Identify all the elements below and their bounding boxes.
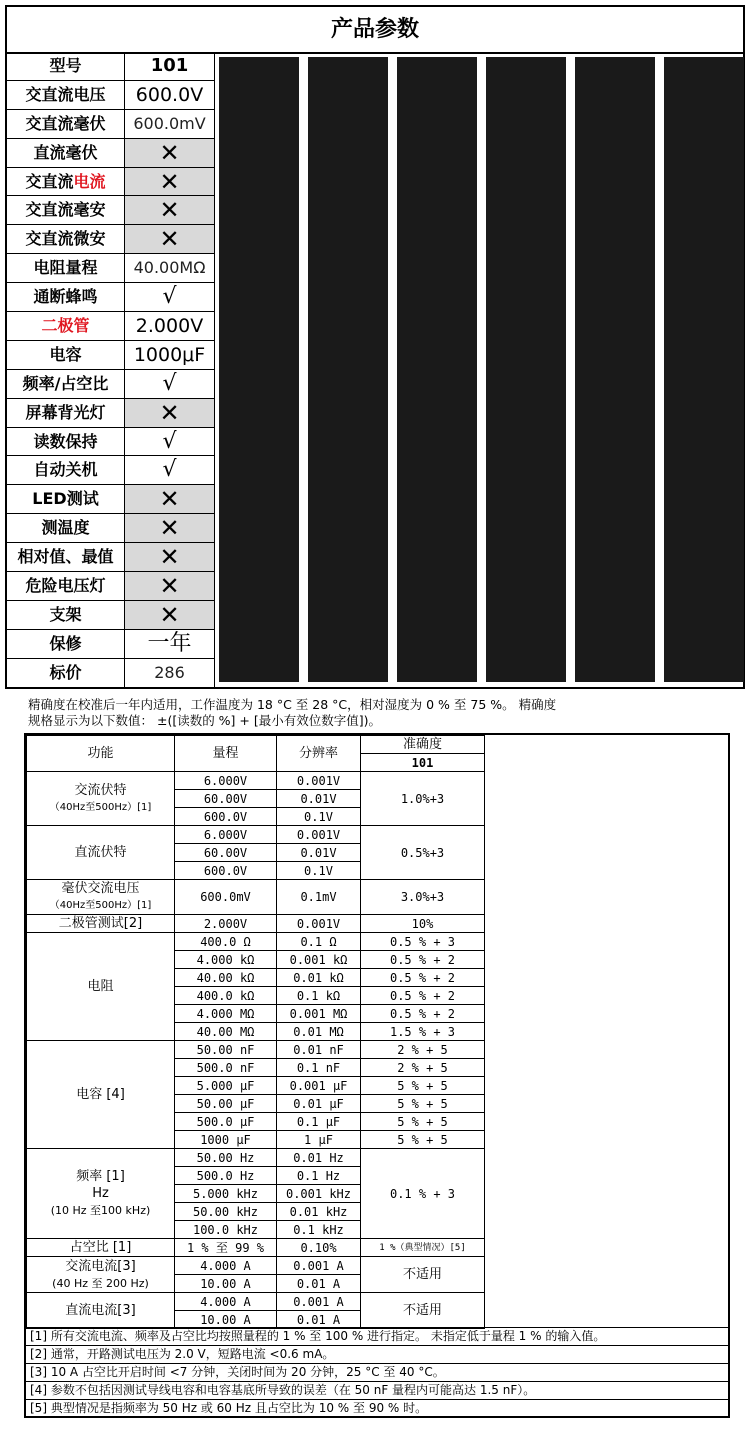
range-cell: 60.00V bbox=[175, 844, 277, 862]
spec-label: 型号 bbox=[7, 52, 125, 80]
spec-row-continuity bbox=[7, 283, 215, 312]
header-model: 101 bbox=[361, 754, 485, 772]
range-cell: 50.00 kHz bbox=[175, 1203, 277, 1221]
spec-value: 2.000V bbox=[125, 312, 215, 340]
spec-label: 交直流毫伏 bbox=[7, 110, 125, 138]
res-cell: 0.01 MΩ bbox=[277, 1023, 361, 1041]
res-cell: 1 μF bbox=[277, 1131, 361, 1149]
header-range: 量程 bbox=[175, 736, 277, 772]
range-cell: 60.00V bbox=[175, 790, 277, 808]
res-cell: 0.01 Hz bbox=[277, 1149, 361, 1167]
range-cell: 6.000V bbox=[175, 826, 277, 844]
range-cell: 2.000V bbox=[175, 915, 277, 933]
spec-row-acdc-milliamp bbox=[7, 196, 215, 225]
func-name: 交流电流[3] bbox=[65, 1258, 136, 1274]
spec-row-hazard-light bbox=[7, 572, 215, 601]
spec-label-part: 交直流 bbox=[25, 171, 74, 191]
spec-row-model bbox=[7, 52, 215, 81]
range-cell: 4.000 A bbox=[175, 1293, 277, 1311]
res-cell: 0.1 Hz bbox=[277, 1167, 361, 1185]
redacted-column bbox=[575, 57, 655, 682]
spec-label: 交直流电压 bbox=[7, 81, 125, 109]
res-cell: 0.001 A bbox=[277, 1293, 361, 1311]
acc-cell: 不适用 bbox=[361, 1293, 485, 1329]
spec-label: 危险电压灯 bbox=[7, 572, 125, 600]
range-cell: 5.000 kHz bbox=[175, 1185, 277, 1203]
footnote: [1] 所有交流电流、频率及占空比均按照量程的 1 % 至 100 % 进行指定。 未指定低于量程 1 % 的输入值。 bbox=[26, 1327, 728, 1345]
redacted-column bbox=[219, 57, 299, 682]
range-cell: 500.0 Hz bbox=[175, 1167, 277, 1185]
res-cell: 0.1 kHz bbox=[277, 1221, 361, 1239]
range-cell: 50.00 Hz bbox=[175, 1149, 277, 1167]
res-cell: 0.01 kΩ bbox=[277, 969, 361, 987]
spec-row-frequency bbox=[7, 370, 215, 399]
cross-icon: ✕ bbox=[125, 601, 215, 629]
res-cell: 0.1V bbox=[277, 808, 361, 826]
res-cell: 0.1mV bbox=[277, 880, 361, 915]
func-capacitance: 电容 [4] bbox=[27, 1041, 175, 1149]
spec-row-dc-millivolt bbox=[7, 139, 215, 168]
res-cell: 0.01 kHz bbox=[277, 1203, 361, 1221]
note-line: 规格显示为以下数值： ±([读数的 %] + [最小有效位数字值])。 bbox=[28, 713, 381, 728]
res-cell: 0.001V bbox=[277, 915, 361, 933]
spec-rows bbox=[7, 52, 215, 688]
func-unit: Hz bbox=[92, 1186, 109, 1201]
acc-cell: 0.5%+3 bbox=[361, 826, 485, 880]
accuracy-table bbox=[24, 733, 730, 1418]
acc-cell: 5 % + 5 bbox=[361, 1113, 485, 1131]
spec-row-acdc-microamp bbox=[7, 225, 215, 254]
accuracy-note bbox=[28, 697, 728, 729]
spec-value: 600.0V bbox=[125, 81, 215, 109]
acc-cell: 1.5 % + 3 bbox=[361, 1023, 485, 1041]
res-cell: 0.001V bbox=[277, 826, 361, 844]
func-sub: (40 Hz 至 200 Hz) bbox=[52, 1276, 149, 1290]
range-cell: 50.00 nF bbox=[175, 1041, 277, 1059]
range-cell: 1 % 至 99 % bbox=[175, 1239, 277, 1257]
range-cell: 10.00 A bbox=[175, 1311, 277, 1329]
spec-row-backlight bbox=[7, 399, 215, 428]
acc-cell: 0.1 % + 3 bbox=[361, 1149, 485, 1239]
func-name: 毫伏交流电压 bbox=[61, 881, 140, 896]
range-cell: 40.00 MΩ bbox=[175, 1023, 277, 1041]
spec-label: 支架 bbox=[7, 601, 125, 629]
cross-icon: ✕ bbox=[125, 139, 215, 167]
acc-cell: 5 % + 5 bbox=[361, 1095, 485, 1113]
spec-value: 286 bbox=[125, 659, 215, 688]
note-line: 精确度在校准后一年内适用，工作温度为 18 °C 至 28 °C，相对湿度为 0 % 至 75 %。 精确度 bbox=[28, 697, 557, 712]
res-cell: 0.001 kΩ bbox=[277, 951, 361, 969]
accuracy-grid bbox=[26, 735, 485, 1329]
range-cell: 4.000 kΩ bbox=[175, 951, 277, 969]
acc-cell: 2 % + 5 bbox=[361, 1041, 485, 1059]
func-ac-current bbox=[27, 1257, 175, 1293]
spec-label: 电阻量程 bbox=[7, 254, 125, 282]
res-cell: 0.1 Ω bbox=[277, 933, 361, 951]
range-cell: 4.000 A bbox=[175, 1257, 277, 1275]
func-diode: 二极管测试[2] bbox=[27, 915, 175, 933]
cross-icon: ✕ bbox=[125, 485, 215, 513]
spec-label: 自动关机 bbox=[7, 456, 125, 484]
range-cell: 600.0mV bbox=[175, 880, 277, 915]
check-icon: √ bbox=[125, 428, 215, 456]
res-cell: 0.01V bbox=[277, 790, 361, 808]
redacted-column bbox=[664, 57, 744, 682]
spec-label: 二极管 bbox=[7, 312, 125, 340]
spec-row-diode bbox=[7, 312, 215, 341]
spec-value: 40.00MΩ bbox=[125, 254, 215, 282]
spec-label: 通断蜂鸣 bbox=[7, 283, 125, 311]
spec-label: 电容 bbox=[7, 341, 125, 369]
footnotes bbox=[26, 1327, 728, 1417]
spec-row-warranty bbox=[7, 630, 215, 659]
spec-row-acdc-current bbox=[7, 168, 215, 197]
spec-label bbox=[7, 168, 125, 196]
spec-row-price bbox=[7, 659, 215, 688]
range-cell: 50.00 μF bbox=[175, 1095, 277, 1113]
func-duty: 占空比 [1] bbox=[27, 1239, 175, 1257]
spec-value: 600.0mV bbox=[125, 110, 215, 138]
spec-row-led-test bbox=[7, 485, 215, 514]
check-icon: √ bbox=[125, 456, 215, 484]
acc-cell: 1.0%+3 bbox=[361, 772, 485, 826]
spec-label: 读数保持 bbox=[7, 428, 125, 456]
redacted-column bbox=[486, 57, 566, 682]
spec-row-stand bbox=[7, 601, 215, 630]
range-cell: 600.0V bbox=[175, 862, 277, 880]
spec-label: 频率/占空比 bbox=[7, 370, 125, 398]
range-cell: 600.0V bbox=[175, 808, 277, 826]
acc-cell: 5 % + 5 bbox=[361, 1077, 485, 1095]
spec-label: 标价 bbox=[7, 659, 125, 688]
check-icon: √ bbox=[125, 370, 215, 398]
res-cell: 0.1 nF bbox=[277, 1059, 361, 1077]
range-cell: 500.0 μF bbox=[175, 1113, 277, 1131]
func-name: 频率 [1] bbox=[76, 1169, 125, 1184]
acc-cell: 10% bbox=[361, 915, 485, 933]
res-cell: 0.001 A bbox=[277, 1257, 361, 1275]
spec-label: 屏幕背光灯 bbox=[7, 399, 125, 427]
spec-label: LED测试 bbox=[7, 485, 125, 513]
spec-value: 101 bbox=[125, 52, 215, 80]
spec-value: 一年 bbox=[125, 630, 215, 658]
acc-cell: 3.0%+3 bbox=[361, 880, 485, 915]
res-cell: 0.01 nF bbox=[277, 1041, 361, 1059]
redacted-columns bbox=[215, 52, 743, 687]
spec-row-resistance bbox=[7, 254, 215, 283]
res-cell: 0.001 μF bbox=[277, 1077, 361, 1095]
header-resolution: 分辨率 bbox=[277, 736, 361, 772]
res-cell: 0.10% bbox=[277, 1239, 361, 1257]
spec-label: 交直流微安 bbox=[7, 225, 125, 253]
spec-row-auto-off bbox=[7, 456, 215, 485]
spec-row-hold bbox=[7, 428, 215, 457]
footnote: [4] 参数不包括因测试导线电容和电容基底所导致的误差（在 50 nF 量程内可能高达 1.5 nF）。 bbox=[26, 1381, 728, 1399]
res-cell: 0.1V bbox=[277, 862, 361, 880]
range-cell: 100.0 kHz bbox=[175, 1221, 277, 1239]
cross-icon: ✕ bbox=[125, 572, 215, 600]
func-resistance: 电阻 bbox=[27, 933, 175, 1041]
acc-cell: 0.5 % + 2 bbox=[361, 1005, 485, 1023]
range-cell: 1000 μF bbox=[175, 1131, 277, 1149]
res-cell: 0.1 kΩ bbox=[277, 987, 361, 1005]
res-cell: 0.01 μF bbox=[277, 1095, 361, 1113]
check-icon: √ bbox=[125, 283, 215, 311]
spec-label: 直流毫伏 bbox=[7, 139, 125, 167]
range-cell: 5.000 μF bbox=[175, 1077, 277, 1095]
spec-label: 交直流毫安 bbox=[7, 196, 125, 224]
spec-label: 相对值、最值 bbox=[7, 543, 125, 571]
spec-row-relative-max bbox=[7, 543, 215, 572]
cross-icon: ✕ bbox=[125, 196, 215, 224]
func-frequency bbox=[27, 1149, 175, 1239]
redacted-column bbox=[308, 57, 388, 682]
cross-icon: ✕ bbox=[125, 514, 215, 542]
range-cell: 400.0 kΩ bbox=[175, 987, 277, 1005]
res-cell: 0.001 MΩ bbox=[277, 1005, 361, 1023]
cross-icon: ✕ bbox=[125, 168, 215, 196]
acc-cell: 0.5 % + 2 bbox=[361, 951, 485, 969]
cross-icon: ✕ bbox=[125, 399, 215, 427]
spec-row-capacitance bbox=[7, 341, 215, 370]
res-cell: 0.01 A bbox=[277, 1311, 361, 1329]
spec-label: 测温度 bbox=[7, 514, 125, 542]
acc-cell: 1 %（典型情况）[5] bbox=[361, 1239, 485, 1257]
res-cell: 0.001V bbox=[277, 772, 361, 790]
res-cell: 0.01V bbox=[277, 844, 361, 862]
footnote: [3] 10 A 占空比开启时间 <7 分钟，关闭时间为 20 分钟，25 °C 至 40 °C。 bbox=[26, 1363, 728, 1381]
footnote: [2] 通常，开路测试电压为 2.0 V，短路电流 <0.6 mA。 bbox=[26, 1345, 728, 1363]
acc-cell: 0.5 % + 2 bbox=[361, 969, 485, 987]
acc-cell: 0.5 % + 2 bbox=[361, 987, 485, 1005]
res-cell: 0.001 kHz bbox=[277, 1185, 361, 1203]
range-cell: 6.000V bbox=[175, 772, 277, 790]
acc-cell: 不适用 bbox=[361, 1257, 485, 1293]
res-cell: 0.1 μF bbox=[277, 1113, 361, 1131]
func-name: 交流伏特 bbox=[74, 782, 127, 798]
spec-value: 1000μF bbox=[125, 341, 215, 369]
cross-icon: ✕ bbox=[125, 225, 215, 253]
acc-cell: 0.5 % + 3 bbox=[361, 933, 485, 951]
spec-table-title: 产品参数 bbox=[7, 7, 743, 54]
range-cell: 400.0 Ω bbox=[175, 933, 277, 951]
product-spec-table bbox=[5, 5, 745, 689]
spec-row-acdc-voltage bbox=[7, 81, 215, 110]
range-cell: 500.0 nF bbox=[175, 1059, 277, 1077]
spec-label-highlight: 电流 bbox=[73, 171, 106, 191]
header-function: 功能 bbox=[27, 736, 175, 772]
func-dc-current: 直流电流[3] bbox=[27, 1293, 175, 1329]
res-cell: 0.01 A bbox=[277, 1275, 361, 1293]
redacted-column bbox=[397, 57, 477, 682]
func-sub: (10 Hz 至100 kHz) bbox=[50, 1204, 151, 1217]
func-ac-volt bbox=[27, 772, 175, 826]
range-cell: 40.00 kΩ bbox=[175, 969, 277, 987]
func-dc-volt: 直流伏特 bbox=[27, 826, 175, 880]
func-sub: （40Hz至500Hz）[1] bbox=[49, 801, 152, 813]
range-cell: 10.00 A bbox=[175, 1275, 277, 1293]
func-mv-ac bbox=[27, 880, 175, 915]
acc-cell: 2 % + 5 bbox=[361, 1059, 485, 1077]
footnote: [5] 典型情况是指频率为 50 Hz 或 60 Hz 且占空比为 10 % 至 90 % 时。 bbox=[26, 1399, 728, 1417]
range-cell: 4.000 MΩ bbox=[175, 1005, 277, 1023]
cross-icon: ✕ bbox=[125, 543, 215, 571]
spec-row-temperature bbox=[7, 514, 215, 543]
spec-row-acdc-millivolt bbox=[7, 110, 215, 139]
header-accuracy: 准确度 bbox=[361, 736, 485, 754]
acc-cell: 5 % + 5 bbox=[361, 1131, 485, 1149]
func-sub: （40Hz至500Hz）[1] bbox=[49, 900, 152, 911]
spec-label: 保修 bbox=[7, 630, 125, 658]
